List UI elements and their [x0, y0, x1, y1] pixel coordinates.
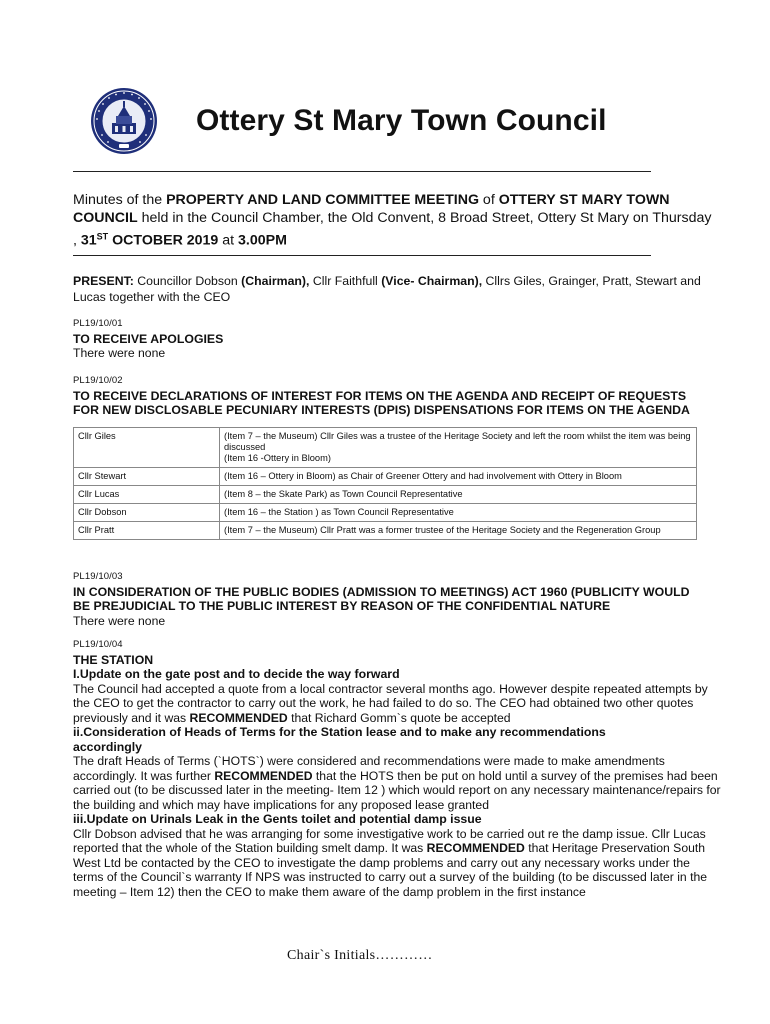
subitem-body-heads-of-terms	[73, 754, 723, 812]
meeting-intro	[73, 191, 713, 250]
meeting-month-year: OCTOBER 2019	[108, 232, 219, 249]
item-heading: IN CONSIDERATION OF THE PUBLIC BODIES (ADMISSION TO MEETINGS) ACT 1960 (PUBLICITY WOULD BE PREJUDICIAL TO THE PUBLIC INTEREST BY REASON OF THE CONFIDENTIAL NATURE	[73, 584, 690, 613]
declaration-text: (Item 7 – the Museum) Cllr Giles was a trustee of the Heritage Society and left the room whilst the item was being discussed	[224, 431, 691, 452]
declaration-text: (Item 16 -Ottery in Bloom)	[224, 453, 331, 463]
page-title: Ottery St Mary Town Council	[196, 104, 607, 137]
declaration-text: (Item 8 – the Skate Park) as Town Council Representative	[220, 486, 697, 504]
header-divider	[73, 171, 651, 172]
declaration-text: (Item 16 – Ottery in Bloom) as Chair of Greener Ottery and had involvement with Ottery in Bloom	[220, 468, 697, 486]
item-body: There were none	[73, 346, 166, 360]
item-heading: TO RECEIVE DECLARATIONS OF INTEREST FOR ITEMS ON THE AGENDA AND RECEIPT OF REQUESTS FOR NEW DISCLOSABLE PECUNIARY INTERESTS (DPIS) DISPENSATIONS FOR ITEMS ON THE AGENDA	[73, 388, 690, 417]
item-ref: PL19/10/02	[73, 375, 123, 386]
subitem-heading-urinals-leak: iii.Update on Urinals Leak in the Gents toilet and potential damp issue	[73, 812, 482, 826]
chair-initials: Chair`s Initials…………	[287, 948, 433, 963]
body-text: that Richard Gomm`s quote be accepted	[287, 710, 511, 725]
item-heading: THE STATION	[73, 652, 154, 667]
body-text: that Heritage Preservation South West Ltd be contacted by the CEO to investigate the damp problems and carry out any necessary works under the terms of the Council`s warranty If NPS was instructed to carry out a survey of the building (to be discussed later in the meeting – Item 12) then the CEO to make them aware of the damp problem in the first instance	[73, 841, 708, 899]
item-public-bodies	[73, 570, 723, 628]
attendance	[73, 273, 713, 305]
declaration-cell	[220, 428, 697, 468]
councillor-name: Cllr Stewart	[74, 468, 220, 486]
table-row	[74, 504, 697, 522]
item-ref: PL19/10/01	[73, 318, 123, 329]
chairman-role: (Chairman),	[241, 274, 310, 288]
recommended-label: RECOMMENDED	[189, 710, 288, 725]
councillor-name: Cllr Lucas	[74, 486, 220, 504]
meeting-time: 3.00PM	[238, 232, 287, 249]
table-row	[74, 522, 697, 540]
item-ref: PL19/10/04	[73, 639, 123, 650]
recommended-label: RECOMMENDED	[214, 768, 313, 783]
council-seal-icon	[90, 87, 158, 155]
declarations-table	[73, 427, 697, 540]
table-row	[74, 428, 697, 468]
vice-chairman-role: (Vice- Chairman),	[381, 274, 483, 288]
present-text: Cllr Faithfull	[309, 274, 382, 288]
present-text: Cllrs Giles, Grainger, Pratt, Stewart and Lucas together with the CEO	[73, 274, 701, 304]
body-text: that the HOTS then be put on hold until a survey of the premises had been carried out (to be discussed later in the meeting- Item 12 ) which would report on any necessary maintenance/repairs for the building and which may have implications for any proposed lease granted	[73, 768, 721, 812]
body-text: The Council had accepted a quote from a local contractor several months ago. However despite repeated attempts by the CEO to get the contractor to carry out the work, he had failed to do so. The CEO had obtained two other quotes previously and it was	[73, 681, 708, 725]
meeting-day: 31	[80, 232, 97, 249]
councillor-name: Cllr Dobson	[74, 504, 220, 522]
intro-text: of	[478, 192, 499, 208]
day-suffix: ST	[96, 231, 109, 241]
intro-text: Minutes of the	[73, 192, 167, 208]
intro-divider	[73, 255, 651, 256]
subitem-heading-gate-post: I.Update on the gate post and to decide the way forward	[73, 667, 400, 681]
declaration-text: (Item 7 – the Museum) Cllr Pratt was a former trustee of the Heritage Society and the Regeneration Group	[220, 522, 697, 540]
council-name: OTTERY ST MARY TOWN COUNCIL	[73, 192, 670, 226]
body-text: Cllr Dobson advised that he was arranging for some investigative work to be carried out re the damp issue. Cllr Lucas reported that the whole of the Station building smelt damp. It was	[73, 826, 706, 855]
present-text: Councillor Dobson	[133, 274, 242, 288]
subitem-body-urinals-leak	[73, 827, 723, 900]
item-the-station	[73, 638, 723, 899]
table-row	[74, 486, 697, 504]
intro-text: at	[218, 232, 239, 249]
table-row	[74, 468, 697, 486]
councillor-name: Cllr Pratt	[74, 522, 220, 540]
body-text: The draft Heads of Terms (`HOTS`) were considered and recommendations were made to make amendments accordingly. It was further	[73, 754, 665, 783]
item-ref: PL19/10/03	[73, 571, 123, 582]
meeting-name: PROPERTY AND LAND COMMITTEE MEETING	[166, 192, 479, 208]
item-apologies	[73, 317, 723, 361]
present-label: PRESENT:	[73, 274, 134, 288]
subitem-body-gate-post	[73, 682, 723, 726]
item-declarations	[73, 374, 723, 418]
item-heading: TO RECEIVE APOLOGIES	[73, 331, 224, 346]
councillor-name: Cllr Giles	[74, 428, 220, 468]
intro-text: held in the Council Chamber, the Old Convent, 8 Broad Street, Ottery St Mary on Thursday ,	[73, 210, 712, 249]
recommended-label: RECOMMENDED	[426, 841, 525, 855]
declaration-text: (Item 16 – the Station ) as Town Council Representative	[220, 504, 697, 522]
subitem-heading-heads-of-terms: ii.Consideration of Heads of Terms for the Station lease and to make any recommendations accordingly	[73, 725, 606, 754]
item-body: There were none	[73, 613, 166, 628]
